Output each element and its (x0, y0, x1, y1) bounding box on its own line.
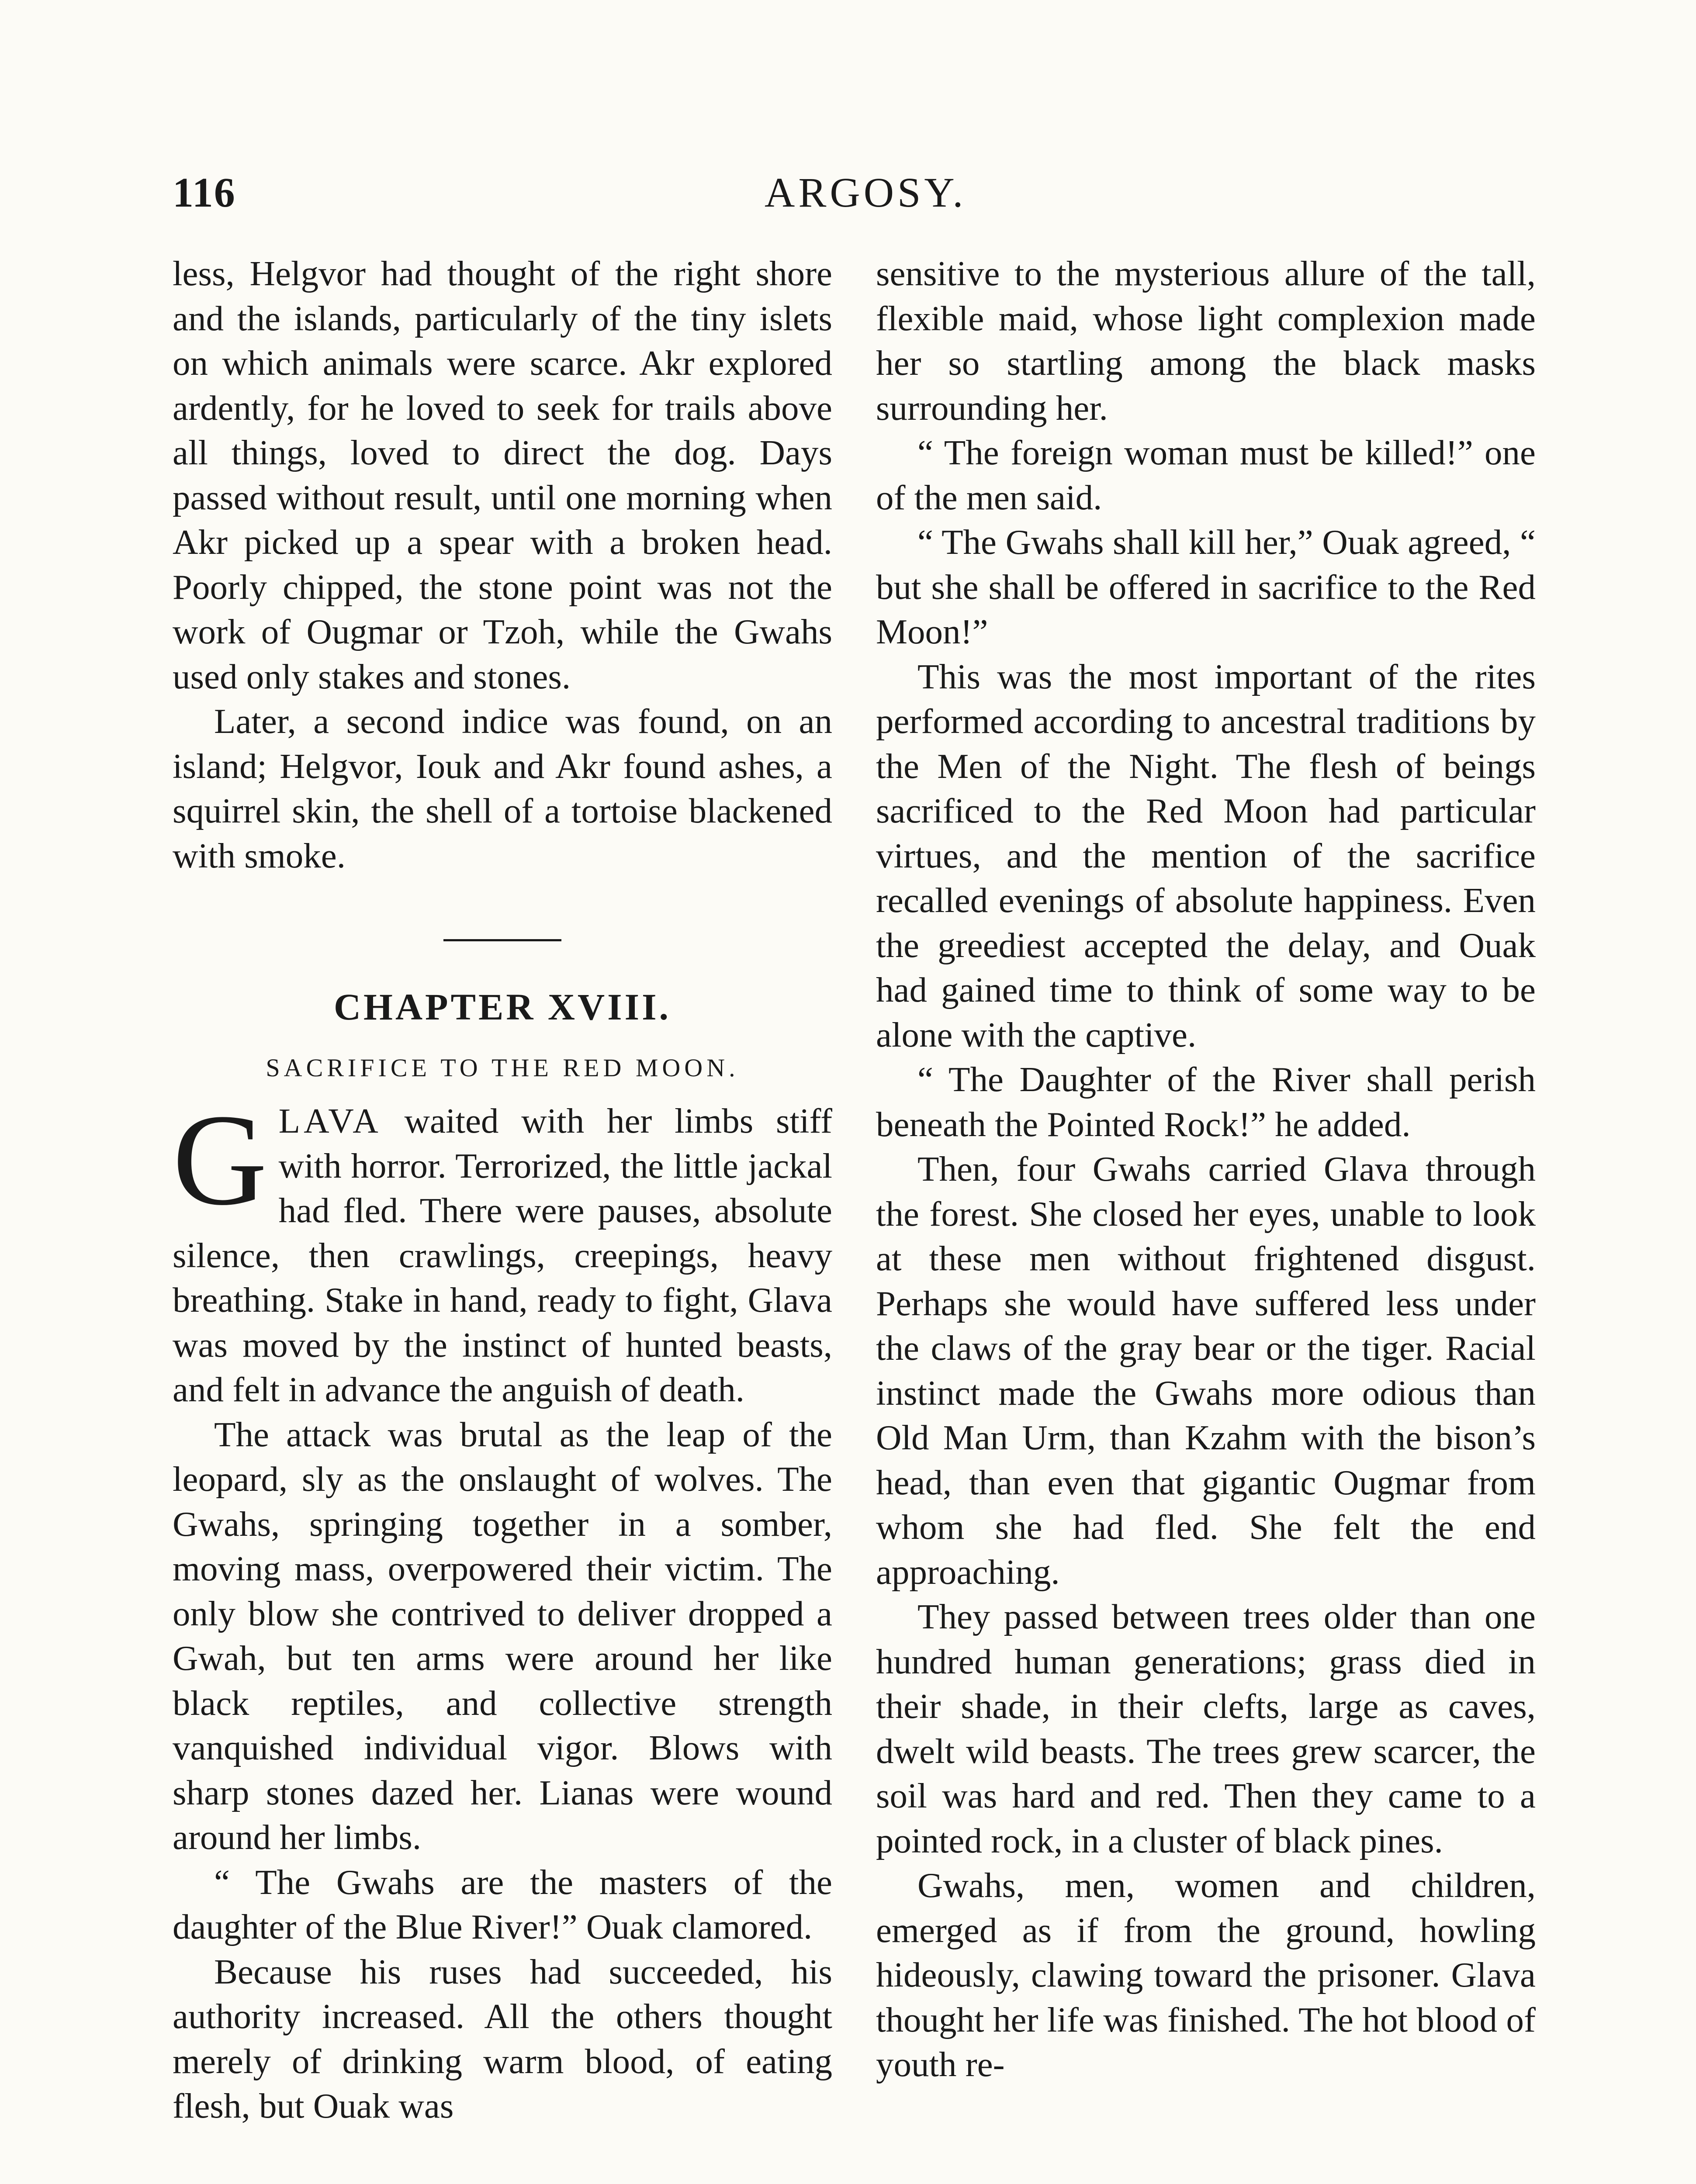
paragraph: “ The Gwahs are the masters of the daughter of the Blue River!” Ouak clamored. (173, 1862, 832, 1946)
running-head: ARGOSY. (765, 169, 967, 216)
paragraph: sensitive to the mysterious allure of the tall, flexible maid, whose light complexion made her so startling among the black masks surrounding her. (876, 254, 1536, 428)
paragraph: They passed between trees older than one hundred human generations; grass died in their shade, in their clefts, large as caves, dwelt wild beasts. The trees grew scarcer, the soil was hard and red. Then they came to a pointed rock, in a cluster of black pines. (876, 1597, 1536, 1860)
opening-paragraph (173, 1087, 832, 1412)
right-column (876, 251, 1536, 2087)
chapter-subtitle: SACRIFICE TO THE RED MOON. (266, 1054, 739, 1082)
paragraph: Later, a second indice was found, on an island; Helgvor, Iouk and Akr found ashes, a squirrel skin, the shell of a tortoise blackened with smoke. (173, 702, 832, 875)
page-number: 116 (173, 169, 236, 216)
paragraph: Then, four Gwahs carried Glava through the forest. She closed her eyes, unable to look at these men without frightened disgust. Perhaps she would have suffered less under the claws of the gray bear or the tiger. Racial instinct made the Gwahs more odious than Old Man Urm, than Kzahm with the bison’s head, than even that gigantic Ougmar from whom she had fled. She felt the end approaching. (876, 1149, 1536, 1592)
page-header (0, 157, 1696, 223)
drop-cap: G (173, 1087, 267, 1232)
paragraph: This was the most important of the rites performed according to ancestral traditions by the Men of the Night. The flesh of beings sacrificed to the Red Moon had particular virtues, and the mention of the sacrifice recalled evenings of absolute happiness. Even the greediest accepted the delay, and Ouak had gained time to think of some way to be alone with the captive. (876, 657, 1536, 1054)
paragraph: “ The Gwahs shall kill her,” Ouak agreed, “ but she shall be offered in sacrifice to the Red Moon!” (876, 522, 1536, 651)
paragraph: Because his ruses had succeeded, his authority increased. All the others thought merely of drinking warm blood, of eating flesh, but Ouak was (173, 1952, 832, 2125)
left-column (173, 251, 832, 2129)
lead-word: LAVA (278, 1101, 382, 1140)
chapter-title: CHAPTER XVIII. (333, 986, 671, 1028)
section-divider (443, 939, 561, 941)
paragraph-text: waited with her limbs stiff with horror. Terrorized, the little jackal had fled. There were pauses, absolute silence, then crawlings, creepings, heavy breathing. Stake in hand, ready to fight, Glava was moved by the instinct of hunted beasts, and felt in advance the anguish of death. (173, 1101, 832, 1409)
paragraph: “ The foreign woman must be killed!” one of the men said. (876, 433, 1536, 517)
paragraph: The attack was brutal as the leap of the leopard, sly as the onslaught of wolves. The Gwahs, springing together in a somber, moving mass, overpowered their victim. The only blow she contrived to deliver dropped a Gwah, but ten arms were around her like black reptiles, and collective strength vanquished individual vigor. Blows with sharp stones dazed her. Lianas were wound around her limbs. (173, 1414, 832, 1857)
paragraph: less, Helgvor had thought of the right shore and the islands, particularly of the tiny islets on which animals were scarce. Akr explored ardently, for he loved to seek for trails above all things, loved to direct the dog. Days passed without result, until one morning when Akr picked up a spear with a broken head. Poorly chipped, the stone point was not the work of Ougmar or Tzoh, while the Gwahs used only stakes and stones. (173, 254, 832, 696)
paragraph: “ The Daughter of the River shall perish beneath the Pointed Rock!” he added. (876, 1060, 1536, 1144)
paragraph: Gwahs, men, women and children, emerged as if from the ground, howling hideously, clawing toward the prisoner. Glava thought her life was finished. The hot blood of youth re- (876, 1866, 1536, 2084)
